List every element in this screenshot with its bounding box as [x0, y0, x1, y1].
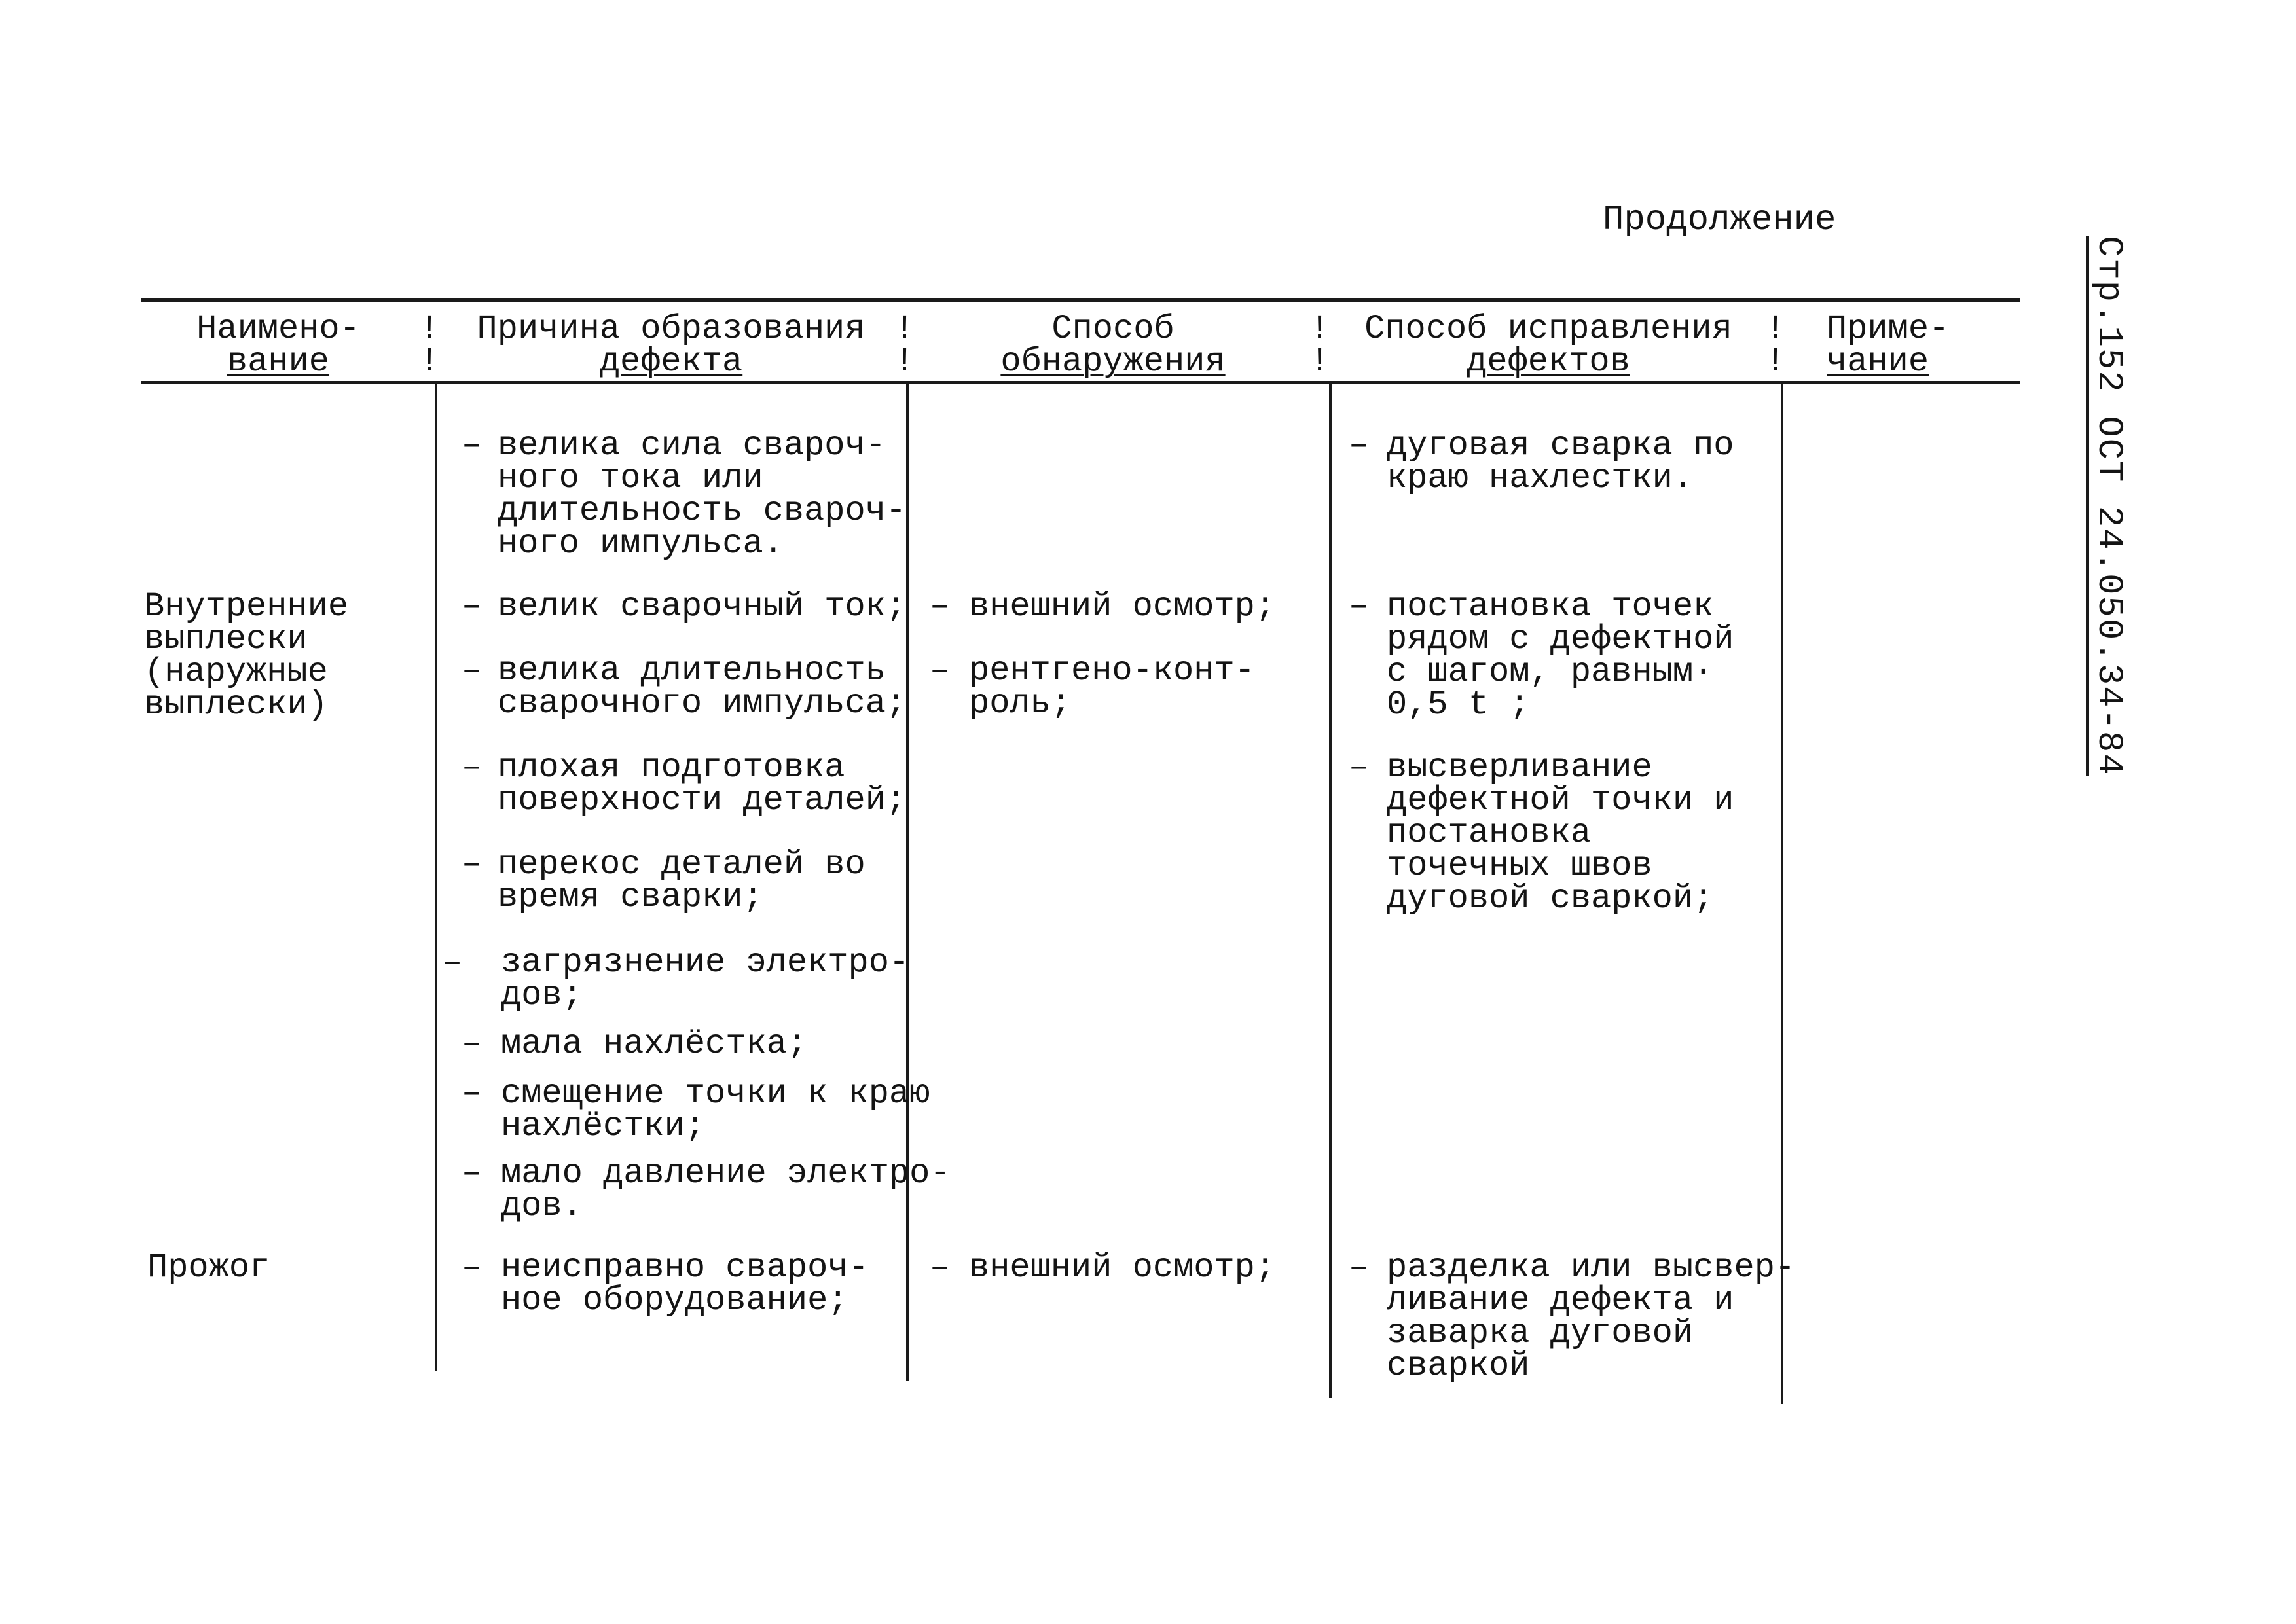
divider-name-cause	[435, 383, 437, 1371]
list-item-dash: –	[442, 943, 463, 982]
cause-item: неисправно сварoч- ное оборудование;	[501, 1248, 869, 1320]
divider-cause-detection	[906, 383, 909, 1381]
divider-detection-correction	[1329, 383, 1332, 1398]
correction-item: высверливание дефектной точки и постановка точечных швов дуговой сваркой;	[1387, 748, 1734, 918]
header-separator: !	[894, 310, 915, 348]
list-item-dash: –	[462, 845, 483, 884]
header-separator: !	[419, 342, 440, 381]
page-side-label: Стр.152 ОСТ 24.050.34-84	[2086, 236, 2124, 776]
cause-item: плохая подготовка поверхности деталей;	[498, 748, 907, 820]
continuation-label: Продолжение	[1603, 200, 1836, 240]
list-item-dash: –	[462, 426, 483, 465]
cause-item: смещение точки к краю нахлёстки;	[501, 1074, 930, 1146]
header-cause: Причина образования дефекта	[477, 310, 866, 381]
cause-item: велика сила свароч- ного тока или длительность свароч- ного импульса.	[498, 426, 907, 563]
list-item-dash: –	[462, 1154, 483, 1193]
header-separator: !	[1765, 342, 1786, 381]
header-correction: Способ исправления дефектов	[1364, 310, 1732, 381]
detection-item: рентгено-конт- роль;	[969, 651, 1255, 723]
header-bottom-rule	[141, 381, 2020, 384]
list-item-dash: –	[462, 748, 483, 787]
header-note: Приме- чание	[1827, 310, 1950, 381]
cause-item: перекос деталей во время сварки;	[498, 845, 866, 916]
list-item-dash: –	[1349, 748, 1370, 787]
detection-item: внешний осмотр;	[969, 1248, 1276, 1287]
defect-name: Прожог	[147, 1248, 270, 1287]
header-detection: Способ обнаружения	[1000, 310, 1226, 381]
defect-name: Внутренние выплески (наружные выплески)	[144, 587, 349, 724]
cause-item: мало давление электро- дов.	[501, 1154, 951, 1225]
list-item-dash: –	[462, 1074, 483, 1113]
list-item-dash: –	[462, 1024, 483, 1063]
list-item-dash: –	[930, 651, 951, 690]
correction-item: постановка точек рядом с дефектной с шагом, равным· 0,5 t ;	[1387, 587, 1734, 724]
table-top-rule	[141, 298, 2020, 302]
list-item-dash: –	[462, 651, 483, 690]
cause-item: загрязнение электро- дов;	[501, 943, 910, 1015]
detection-item: внешний осмотр;	[969, 587, 1276, 626]
list-item-dash: –	[1349, 587, 1370, 626]
cause-item: велика длительность сварочного импульса;	[498, 651, 907, 723]
header-separator: !	[1309, 310, 1330, 348]
list-item-dash: –	[930, 587, 951, 626]
list-item-dash: –	[462, 1248, 483, 1287]
header-separator: !	[1309, 342, 1330, 381]
list-item-dash: –	[1349, 426, 1370, 465]
header-name: Наимено- вание	[196, 310, 360, 381]
correction-item: разделка или высвер- ливание дефекта и заварка дуговой сваркой	[1387, 1248, 1796, 1385]
list-item-dash: –	[462, 587, 483, 626]
header-separator: !	[1765, 310, 1786, 348]
header-separator: !	[419, 310, 440, 348]
correction-item: дуговая сварка по краю нахлестки.	[1387, 426, 1734, 497]
list-item-dash: –	[930, 1248, 951, 1287]
list-item-dash: –	[1349, 1248, 1370, 1287]
header-separator: !	[894, 342, 915, 381]
cause-item: велик сварочный ток;	[498, 587, 907, 626]
cause-item: мала нахлёстка;	[501, 1024, 808, 1063]
